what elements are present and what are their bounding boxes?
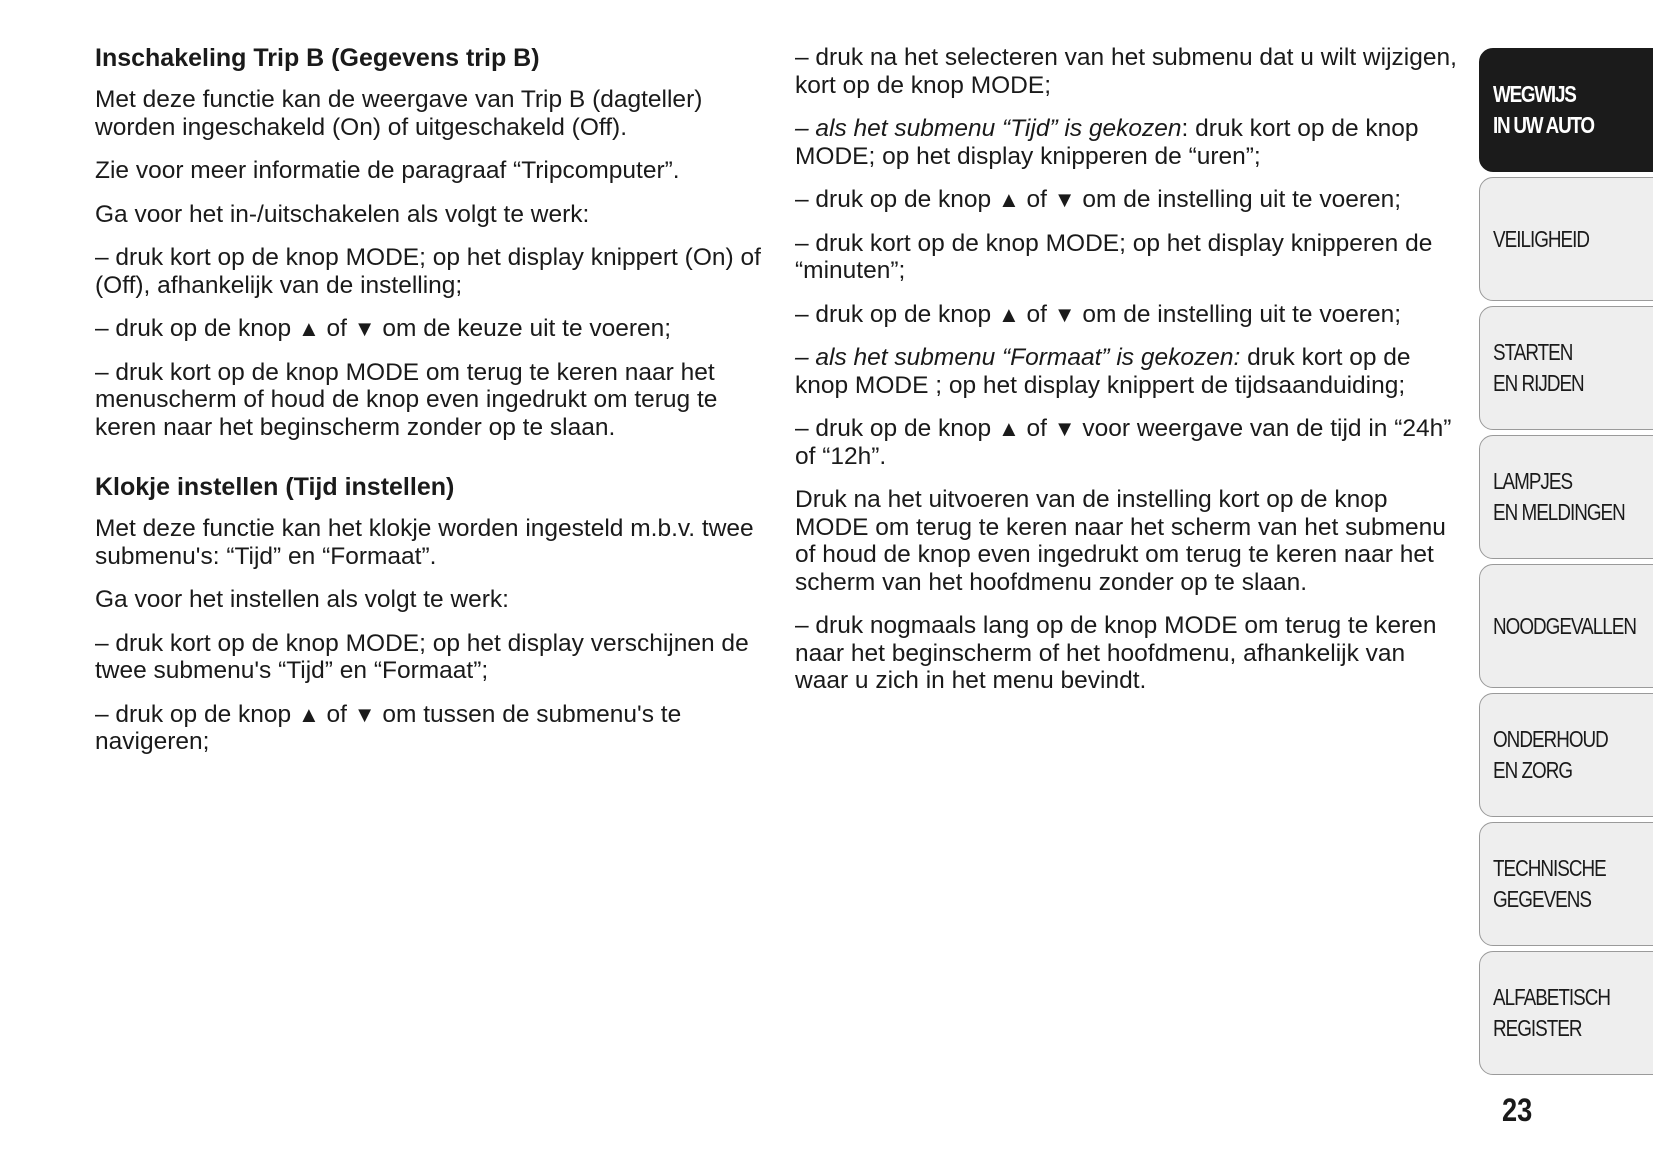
tab-starten-en-rijden[interactable] [1479,306,1653,430]
tab-wegwijs-in-uw-auto[interactable] [1479,48,1653,172]
section-heading-clock: Klokje instellen (Tijd instellen) [95,473,455,501]
tab-onderhoud-en-zorg[interactable] [1479,693,1653,817]
text: druk kort op de knop MODE ; op het display knippert de tijdsaanduiding; [795,344,1411,399]
text: om de keuze uit te voeren; [375,315,672,342]
arrow-up-icon: ▲ [997,301,1020,327]
paragraph [795,344,1465,399]
paragraph: – druk kort op de knop MODE om terug te keren naar het menuscherm of houd de knop even ingedrukt om terug te keren naar het beginscherm zonder op te slaan. [95,358,718,441]
italic-text: – als het submenu “Tijd” is gekozen [795,115,1182,142]
tab-label: TECHNISCHE GEGEVENS [1493,855,1606,912]
arrow-up-icon: ▲ [297,701,320,727]
tab-label: VEILIGHEID [1493,225,1590,252]
text: voor weergave van de tijd in “24h” of “12h”. [795,415,1452,470]
text: om de instelling uit te voeren; [1075,186,1402,213]
tab-label: ALFABETISCH REGISTER [1493,984,1611,1041]
page-number: 23 [1502,1092,1533,1128]
tab-label: NOODGEVALLEN [1493,612,1636,639]
text: – druk op de knop [795,186,998,213]
paragraph: – druk kort op de knop MODE; op het display knipperen de “minuten”; [795,229,1433,284]
tab-alfabetisch-register[interactable] [1479,951,1653,1075]
italic-text: – als het submenu “Formaat” is gekozen: [795,344,1241,371]
right-column [795,44,1465,711]
paragraph [95,315,765,343]
arrow-down-icon: ▼ [1053,187,1076,212]
tab-technische-gegevens[interactable] [1479,822,1653,946]
tab-veiligheid[interactable] [1479,177,1653,301]
tab-label: WEGWIJS IN UW AUTO [1493,81,1594,138]
text: of [319,700,354,728]
paragraph: Met deze functie kan het klokje worden ingesteld m.b.v. twee submenu's: “Tijd” en “Formaat”. [95,515,754,570]
paragraph [795,415,1465,470]
arrow-down-icon: ▼ [1053,416,1076,441]
paragraph: Ga voor het instellen als volgt te werk: [95,586,509,613]
paragraph [795,301,1465,329]
arrow-up-icon: ▲ [297,316,320,341]
paragraph: Met deze functie kan de weergave van Trip B (dagteller) worden ingeschakeld (On) of uitgeschakeld (Off). [95,86,703,141]
tab-noodgevallen[interactable] [1479,564,1653,688]
text: – druk op de knop [95,315,298,342]
paragraph: – druk kort op de knop MODE; op het display verschijnen de twee submenu's “Tijd” en “Formaat”; [95,629,749,684]
text: – druk op de knop [795,415,998,442]
tab-label: STARTEN EN RIJDEN [1493,339,1584,396]
text: of [1019,415,1054,442]
tab-label: LAMPJES EN MELDINGEN [1493,468,1625,525]
section-heading-trip-b: Inschakeling Trip B (Gegevens trip B) [95,44,540,72]
paragraph: – druk kort op de knop MODE; op het display knippert (On) of (Off), afhankelijk van de instelling; [95,244,761,299]
text: – druk op de knop [795,300,998,328]
paragraph [795,115,1465,170]
arrow-down-icon: ▼ [1053,301,1076,327]
text: of [319,315,354,342]
paragraph [95,701,765,756]
text: : druk kort op de knop MODE; op het display knipperen de “uren”; [795,115,1419,170]
arrow-up-icon: ▲ [997,187,1020,212]
text: of [1019,300,1054,328]
tab-label: ONDERHOUD EN ZORG [1493,726,1608,783]
arrow-up-icon: ▲ [997,416,1020,441]
paragraph: Druk na het uitvoeren van de instelling kort op de knop MODE om terug te keren naar het scherm van het submenu of houd de knop even ingedrukt om terug te keren naar het scherm van het hoofdmenu zonder op te slaan. [795,486,1446,596]
text: om tussen de submenu's te navigeren; [95,700,682,755]
text: of [1019,186,1054,213]
text: om de instelling uit te voeren; [1075,300,1402,328]
paragraph: Zie voor meer informatie de paragraaf “Tripcomputer”. [95,157,680,184]
text: – druk op de knop [95,700,298,728]
arrow-down-icon: ▼ [353,701,376,727]
paragraph [795,186,1465,214]
paragraph: Ga voor het in-/uitschakelen als volgt te werk: [95,200,590,228]
paragraph: – druk nogmaals lang op de knop MODE om terug te keren naar het beginscherm of het hoofdmenu, afhankelijk van waar u zich in het menu bevindt. [795,612,1437,694]
arrow-down-icon: ▼ [353,316,376,341]
tab-lampjes-en-meldingen[interactable] [1479,435,1653,559]
left-column [95,44,765,772]
paragraph: – druk na het selecteren van het submenu dat u wilt wijzigen, kort op de knop MODE; [795,44,1457,99]
